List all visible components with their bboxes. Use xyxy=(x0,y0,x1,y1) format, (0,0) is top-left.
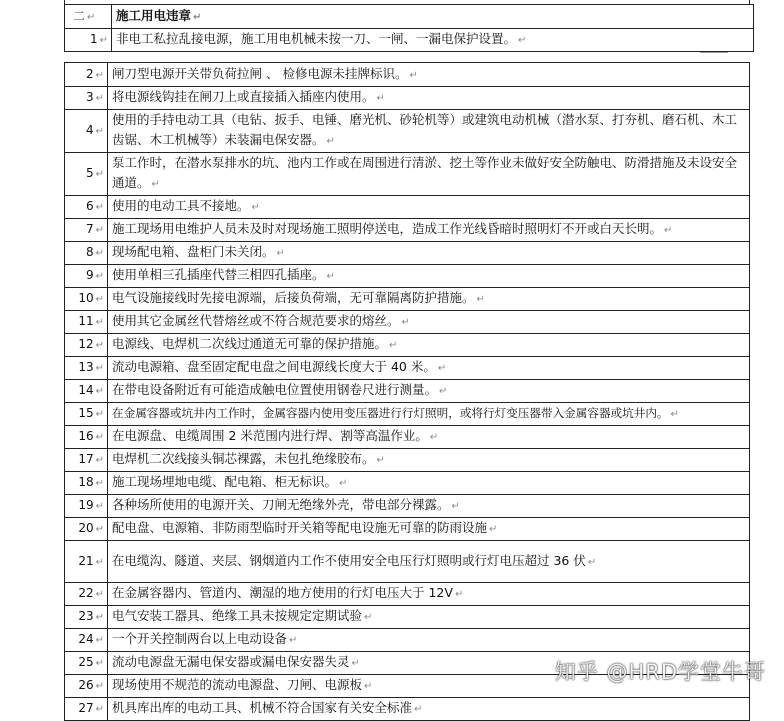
row-number: 5 ↵ xyxy=(65,153,108,196)
row-text: 施工现场埋地电缆、配电箱、柜无标识。 ↵ xyxy=(108,472,750,495)
table-row xyxy=(65,29,754,52)
row-number: 4 ↵ xyxy=(65,110,108,153)
row-number: 6 ↵ xyxy=(65,196,108,219)
table-row xyxy=(65,629,750,652)
row-text: 在金属容器或坑井内工作时，金属容器内使用变压器进行行灯照明，或将行灯变压器带入金属容器或坑井内。 ↵ xyxy=(108,403,750,426)
table-row xyxy=(65,87,750,110)
violation-table-part-1 xyxy=(64,4,754,52)
row-number: 12 ↵ xyxy=(65,334,108,357)
table-row xyxy=(65,110,750,153)
row-number: 26 ↵ xyxy=(65,675,108,698)
table-row xyxy=(65,357,750,380)
row-text: 电气安装工器具、绝缘工具未按规定定期试验 ↵ xyxy=(108,606,750,629)
table-row xyxy=(65,380,750,403)
row-text: 各种场所使用的电源开关、刀闸无绝缘外壳，带电部分裸露。 ↵ xyxy=(108,495,750,518)
table-row xyxy=(65,334,750,357)
row-number: 15 ↵ xyxy=(65,403,108,426)
row-text: 电源线、电焊机二次线过通道无可靠的保护措施。 ↵ xyxy=(108,334,750,357)
table-row xyxy=(65,288,750,311)
table-row xyxy=(65,242,750,265)
row-text: 在电缆沟、隧道、夹层、钢烟道内工作不使用安全电压行灯照明或行灯电压超过 36 伏 ↵ xyxy=(108,541,750,583)
page-break-marker xyxy=(700,52,728,53)
table-row xyxy=(65,472,750,495)
row-text: 在电源盘、电缆周围 2 米范围内进行焊、割等高温作业。 ↵ xyxy=(108,426,750,449)
table-row xyxy=(65,698,750,721)
row-number: 14 ↵ xyxy=(65,380,108,403)
row-number: 17 ↵ xyxy=(65,449,108,472)
row-text: 电气设施接线时先接电源端，后接负荷端，无可靠隔离防护措施。 ↵ xyxy=(108,288,750,311)
row-text: 在带电设备附近有可能造成触电位置使用钢卷尺进行测量。 ↵ xyxy=(108,380,750,403)
section-header-row xyxy=(65,5,754,29)
row-number: 24 ↵ xyxy=(65,629,108,652)
table-row xyxy=(65,518,750,541)
row-number: 21 ↵ xyxy=(65,541,108,583)
table-row xyxy=(65,196,750,219)
row-text: 配电盘、电源箱、非防雨型临时开关箱等配电设施无可靠的防雨设施 ↵ xyxy=(108,518,750,541)
row-number: 2 ↵ xyxy=(65,63,108,87)
table-row xyxy=(65,606,750,629)
row-number: 1 ↵ xyxy=(65,29,112,52)
section-title: 施工用电违章 ↵ xyxy=(112,5,754,29)
row-text: 电焊机二次线接头铜芯裸露，未包扎绝缘胶布。 ↵ xyxy=(108,449,750,472)
row-number: 11 ↵ xyxy=(65,311,108,334)
row-text: 使用单相三孔插座代替三相四孔插座。 ↵ xyxy=(108,265,750,288)
table-row xyxy=(65,583,750,606)
table-row xyxy=(65,311,750,334)
table-row xyxy=(65,219,750,242)
row-number: 16 ↵ xyxy=(65,426,108,449)
row-text: 流动电源箱、盘至固定配电盘之间电源线长度大于 40 米。 ↵ xyxy=(108,357,750,380)
table-row xyxy=(65,153,750,196)
row-text: 流动电源盘无漏电保安器或漏电保安器失灵 ↵ xyxy=(108,652,750,675)
row-number: 20 ↵ xyxy=(65,518,108,541)
row-text: 非电工私拉乱接电源，施工用电机械未按一刀、一闸、一漏电保护设置。 ↵ xyxy=(112,29,754,52)
violation-table-part-2 xyxy=(64,62,750,721)
row-text: 使用其它金属丝代替熔丝或不符合规范要求的熔丝。 ↵ xyxy=(108,311,750,334)
row-number: 8 ↵ xyxy=(65,242,108,265)
row-number: 18 ↵ xyxy=(65,472,108,495)
row-text: 使用的电动工具不接地。 ↵ xyxy=(108,196,750,219)
row-number: 27 ↵ xyxy=(65,698,108,721)
row-number: 22 ↵ xyxy=(65,583,108,606)
table-row xyxy=(65,541,750,583)
table-row xyxy=(65,403,750,426)
row-text: 闸刀型电源开关带负荷拉闸 、 检修电源未挂牌标识。 ↵ xyxy=(108,63,750,87)
row-text: 现场使用不规范的流动电源盘、刀闸、电源板 ↵ xyxy=(108,675,750,698)
row-text: 使用的手持电动工具（电钻、扳手、电锤、磨光机、砂轮机等）或建筑电动机械（潜水泵、打夯机、磨石机、木工齿锯、木工机械等）未装漏电保安器。 ↵ xyxy=(108,110,750,153)
table-row xyxy=(65,495,750,518)
row-number: 3 ↵ xyxy=(65,87,108,110)
row-text: 机具库出库的电动工具、机械不符合国家有关安全标准 ↵ xyxy=(108,698,750,721)
row-number: 13 ↵ xyxy=(65,357,108,380)
row-text: 在金属容器内、管道内、潮湿的地方使用的行灯电压大于 12V ↵ xyxy=(108,583,750,606)
row-number: 7 ↵ xyxy=(65,219,108,242)
table-row xyxy=(65,449,750,472)
section-number: 二 ↵ xyxy=(65,5,112,29)
row-text: 现场配电箱、盘柜门未关闭。 ↵ xyxy=(108,242,750,265)
row-number: 10 ↵ xyxy=(65,288,108,311)
row-number: 9 ↵ xyxy=(65,265,108,288)
row-text: 施工现场用电维护人员未及时对现场施工照明停送电，造成工作光线昏暗时照明灯不开或白天长明。 ↵ xyxy=(108,219,750,242)
row-number: 23 ↵ xyxy=(65,606,108,629)
table-row xyxy=(65,426,750,449)
row-number: 19 ↵ xyxy=(65,495,108,518)
row-text: 泵工作时，在潜水泵排水的坑、池内工作或在周围进行清淤、挖土等作业未做好安全防触电、防滑措施及未设安全通道。 ↵ xyxy=(108,153,750,196)
row-text: 一个开关控制两台以上电动设备 ↵ xyxy=(108,629,750,652)
watermark: 知乎 @HRD学堂牛哥 xyxy=(554,660,766,684)
row-text: 将电源线钩挂在闸刀上或直接插入插座内使用。 ↵ xyxy=(108,87,750,110)
row-number: 25 ↵ xyxy=(65,652,108,675)
table-row xyxy=(65,63,750,87)
table-row xyxy=(65,265,750,288)
